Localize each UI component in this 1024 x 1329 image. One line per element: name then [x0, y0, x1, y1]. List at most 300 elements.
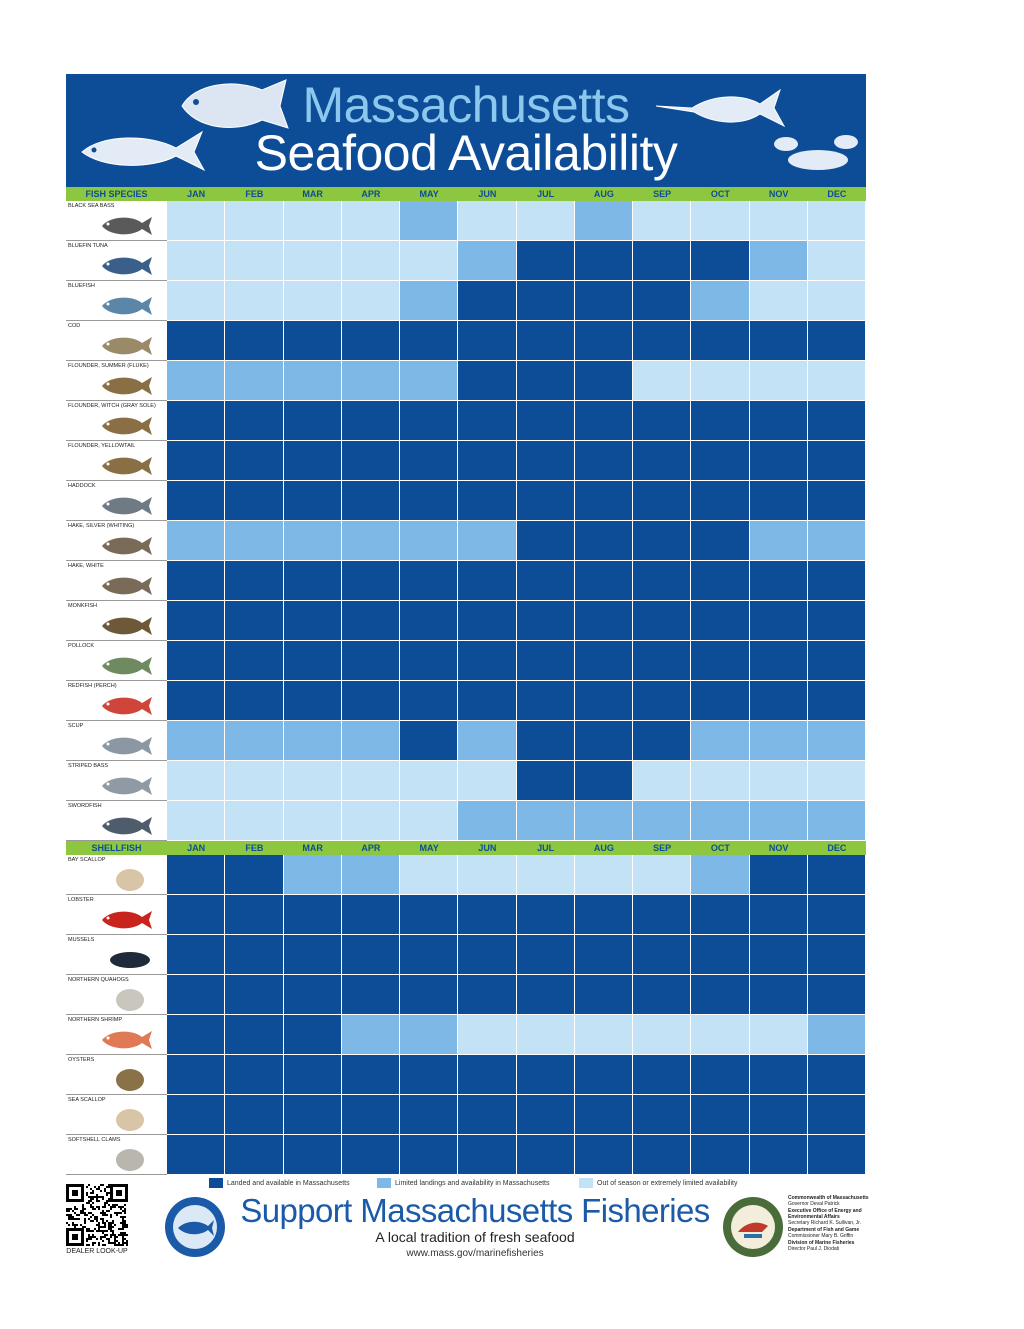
- availability-cell: [167, 361, 225, 401]
- availability-cell: [342, 761, 400, 801]
- species-name: SWORDFISH: [68, 803, 102, 809]
- availability-cell: [575, 481, 633, 521]
- availability-cell: [633, 601, 691, 641]
- bluefish-icon: [96, 293, 156, 319]
- availability-cell: [342, 1015, 400, 1055]
- availability-cell: [750, 1015, 808, 1055]
- species-label: [66, 935, 167, 975]
- availability-cell: [517, 361, 575, 401]
- availability-cell: [517, 895, 575, 935]
- availability-cell: [167, 281, 225, 321]
- availability-cell: [400, 761, 458, 801]
- availability-cell: [225, 975, 283, 1015]
- availability-cell: [167, 855, 225, 895]
- availability-cell: [284, 361, 342, 401]
- availability-cell: [575, 975, 633, 1015]
- availability-cell: [633, 1095, 691, 1135]
- availability-cell: [284, 681, 342, 721]
- availability-cell: [808, 561, 866, 601]
- availability-cell: [342, 361, 400, 401]
- availability-cell: [517, 281, 575, 321]
- species-name: SEA SCALLOP: [68, 1097, 106, 1103]
- availability-cell: [633, 721, 691, 761]
- monkfish-icon: [96, 613, 156, 639]
- availability-cell: [284, 521, 342, 561]
- legend-label: Limited landings and availability in Massachusetts: [395, 1180, 550, 1187]
- availability-cell: [750, 321, 808, 361]
- availability-cell: [167, 935, 225, 975]
- availability-cell: [167, 761, 225, 801]
- species-row: [66, 361, 866, 401]
- availability-cell: [400, 681, 458, 721]
- species-label: [66, 441, 167, 481]
- species-picture: [96, 613, 156, 644]
- availability-cell: [691, 935, 749, 975]
- availability-cell: [750, 1055, 808, 1095]
- section-header: [66, 187, 866, 201]
- species-picture: [96, 1067, 156, 1098]
- availability-cell: [342, 601, 400, 641]
- species-picture: [96, 867, 156, 898]
- availability-cell: [517, 681, 575, 721]
- flounder-icon: [96, 413, 156, 439]
- availability-cell: [575, 935, 633, 975]
- availability-cell: [167, 681, 225, 721]
- species-label: [66, 361, 167, 401]
- species-picture: [96, 373, 156, 404]
- availability-cell: [458, 281, 516, 321]
- availability-cell: [342, 281, 400, 321]
- availability-cell: [458, 721, 516, 761]
- species-picture: [96, 987, 156, 1018]
- availability-cell: [691, 801, 749, 841]
- species-row: [66, 681, 866, 721]
- availability-cell: [225, 361, 283, 401]
- species-picture: [96, 693, 156, 724]
- availability-cell: [342, 521, 400, 561]
- species-row: [66, 441, 866, 481]
- legend-swatch: [209, 1178, 223, 1188]
- credit-org: Executive Office of Energy and Environmental Affairs: [788, 1208, 862, 1220]
- availability-cell: [400, 321, 458, 361]
- availability-cell: [284, 401, 342, 441]
- availability-cell: [750, 895, 808, 935]
- month-header: NOV: [768, 843, 789, 853]
- availability-cell: [400, 801, 458, 841]
- availability-cell: [575, 1015, 633, 1055]
- availability-cell: [575, 681, 633, 721]
- availability-cell: [342, 441, 400, 481]
- availability-cell: [458, 1135, 516, 1175]
- species-label: [66, 201, 167, 241]
- availability-cell: [284, 761, 342, 801]
- availability-cell: [517, 1095, 575, 1135]
- species-label: [66, 761, 167, 801]
- availability-cell: [167, 321, 225, 361]
- availability-cell: [342, 321, 400, 361]
- availability-cell: [342, 855, 400, 895]
- availability-cell: [517, 401, 575, 441]
- availability-cell: [400, 895, 458, 935]
- species-name: NORTHERN SHRIMP: [68, 1017, 122, 1023]
- availability-cell: [458, 521, 516, 561]
- credit-org: Department of Fish and Game: [788, 1227, 860, 1233]
- availability-cell: [691, 401, 749, 441]
- species-row: [66, 561, 866, 601]
- credit-org: Commonwealth of Massachusetts: [788, 1195, 869, 1201]
- availability-cell: [458, 241, 516, 281]
- species-name: FLOUNDER, YELLOWTAIL: [68, 443, 136, 449]
- month-header: DEC: [827, 843, 847, 853]
- availability-cell: [458, 1095, 516, 1135]
- availability-cell: [342, 681, 400, 721]
- availability-cell: [633, 1015, 691, 1055]
- credit-person: Secretary Richard K. Sullivan, Jr.: [788, 1220, 862, 1226]
- availability-cell: [633, 975, 691, 1015]
- availability-cell: [517, 601, 575, 641]
- scup-icon: [96, 733, 156, 759]
- species-name: COD: [68, 323, 81, 329]
- species-label: [66, 1095, 167, 1135]
- availability-cell: [808, 681, 866, 721]
- species-label: [66, 721, 167, 761]
- availability-cell: [400, 641, 458, 681]
- availability-cell: [633, 241, 691, 281]
- species-label: [66, 481, 167, 521]
- cod-icon: [96, 333, 156, 359]
- month-header: OCT: [710, 843, 730, 853]
- availability-cell: [458, 441, 516, 481]
- month-header: AUG: [593, 843, 614, 853]
- availability-cell: [342, 895, 400, 935]
- species-name: OYSTERS: [68, 1057, 95, 1063]
- species-row: [66, 935, 866, 975]
- availability-cell: [633, 561, 691, 601]
- month-header: DEC: [827, 189, 847, 199]
- availability-cell: [691, 975, 749, 1015]
- availability-cell: [400, 281, 458, 321]
- availability-cell: [458, 481, 516, 521]
- redfish-icon: [96, 693, 156, 719]
- availability-cell: [342, 641, 400, 681]
- availability-cell: [517, 441, 575, 481]
- species-name: NORTHERN QUAHOGS: [68, 977, 129, 983]
- availability-cell: [633, 935, 691, 975]
- availability-cell: [458, 975, 516, 1015]
- availability-cell: [167, 481, 225, 521]
- species-name: SOFTSHELL CLAMS: [68, 1137, 121, 1143]
- species-name: BAY SCALLOP: [68, 857, 106, 863]
- scallop-icon: [96, 1107, 156, 1133]
- availability-cell: [808, 1055, 866, 1095]
- species-row: [66, 895, 866, 935]
- availability-cell: [808, 721, 866, 761]
- title-line-1: Massachusetts: [302, 77, 630, 133]
- availability-cell: [808, 935, 866, 975]
- availability-cell: [225, 481, 283, 521]
- availability-cell: [400, 1055, 458, 1095]
- availability-cell: [691, 321, 749, 361]
- availability-cell: [691, 761, 749, 801]
- availability-cell: [167, 1015, 225, 1055]
- availability-cell: [575, 561, 633, 601]
- availability-cell: [342, 201, 400, 241]
- availability-cell: [458, 561, 516, 601]
- haddock-icon: [96, 493, 156, 519]
- availability-cell: [225, 321, 283, 361]
- availability-cell: [575, 895, 633, 935]
- availability-cell: [284, 481, 342, 521]
- species-picture: [96, 1107, 156, 1138]
- availability-cell: [400, 201, 458, 241]
- availability-cell: [808, 201, 866, 241]
- availability-cell: [750, 935, 808, 975]
- availability-cell: [808, 521, 866, 561]
- availability-cell: [284, 1135, 342, 1175]
- legend-item: [377, 1178, 549, 1190]
- species-name: FLOUNDER, WITCH (GRAY SOLE): [68, 403, 156, 409]
- availability-cell: [633, 1055, 691, 1095]
- month-header: APR: [361, 189, 381, 199]
- availability-cell: [400, 441, 458, 481]
- availability-cell: [400, 1095, 458, 1135]
- species-label: [66, 641, 167, 681]
- hake-icon: [96, 573, 156, 599]
- sea-bass-icon: [96, 213, 156, 239]
- availability-cell: [633, 201, 691, 241]
- species-row: [66, 521, 866, 561]
- legend-swatch: [377, 1178, 391, 1188]
- availability-cell: [575, 321, 633, 361]
- availability-cell: [575, 801, 633, 841]
- availability-cell: [691, 281, 749, 321]
- availability-cell: [225, 935, 283, 975]
- availability-cell: [400, 401, 458, 441]
- availability-cell: [225, 561, 283, 601]
- availability-cell: [225, 1015, 283, 1055]
- species-row: [66, 1135, 866, 1175]
- species-name: FLOUNDER, SUMMER (FLUKE): [68, 363, 149, 369]
- species-row: [66, 201, 866, 241]
- availability-cell: [400, 361, 458, 401]
- month-header: SEP: [653, 189, 672, 199]
- availability-cell: [575, 521, 633, 561]
- availability-cell: [691, 681, 749, 721]
- species-label: [66, 401, 167, 441]
- availability-cell: [225, 1135, 283, 1175]
- availability-cell: [517, 1055, 575, 1095]
- species-label: [66, 895, 167, 935]
- credit-person: Commissioner Mary B. Griffin: [788, 1233, 854, 1239]
- species-name: STRIPED BASS: [68, 763, 109, 769]
- availability-cell: [225, 681, 283, 721]
- availability-cell: [808, 321, 866, 361]
- availability-cell: [284, 561, 342, 601]
- species-row: [66, 241, 866, 281]
- availability-cell: [458, 761, 516, 801]
- species-name: MONKFISH: [68, 603, 98, 609]
- availability-cell: [575, 361, 633, 401]
- availability-cell: [750, 561, 808, 601]
- species-label: [66, 561, 167, 601]
- availability-cell: [458, 895, 516, 935]
- availability-cell: [342, 1095, 400, 1135]
- availability-cell: [575, 641, 633, 681]
- availability-cell: [750, 1095, 808, 1135]
- availability-cell: [225, 201, 283, 241]
- availability-cell: [750, 801, 808, 841]
- availability-cell: [750, 1135, 808, 1175]
- species-row: [66, 721, 866, 761]
- availability-cell: [575, 761, 633, 801]
- availability-cell: [167, 241, 225, 281]
- qr-code-icon: [66, 1184, 128, 1246]
- species-picture: [96, 1027, 156, 1058]
- month-header: MAR: [302, 189, 323, 199]
- availability-cell: [633, 481, 691, 521]
- availability-cell: [225, 601, 283, 641]
- availability-cell: [167, 721, 225, 761]
- availability-cell: [517, 641, 575, 681]
- availability-cell: [633, 321, 691, 361]
- species-label: [66, 681, 167, 721]
- species-label: [66, 281, 167, 321]
- availability-cell: [167, 561, 225, 601]
- availability-cell: [225, 1055, 283, 1095]
- legend-item: [209, 1178, 350, 1190]
- species-label: [66, 801, 167, 841]
- species-label: [66, 321, 167, 361]
- species-picture: [96, 453, 156, 484]
- availability-cell: [750, 441, 808, 481]
- species-picture: [96, 947, 156, 978]
- availability-cell: [750, 601, 808, 641]
- credits: [788, 1194, 888, 1252]
- species-row: [66, 1015, 866, 1055]
- availability-cell: [458, 855, 516, 895]
- website-url[interactable]: www.mass.gov/marinefisheries: [406, 1248, 544, 1259]
- availability-cell: [167, 1135, 225, 1175]
- month-header: JAN: [187, 843, 206, 853]
- clam-icon: [96, 1147, 156, 1173]
- availability-cell: [400, 721, 458, 761]
- species-row: [66, 855, 866, 895]
- species-row: [66, 801, 866, 841]
- availability-cell: [691, 1135, 749, 1175]
- availability-cell: [691, 1055, 749, 1095]
- availability-cell: [400, 481, 458, 521]
- credit-person: Governor Deval Patrick: [788, 1201, 840, 1207]
- credit-org: Division of Marine Fisheries: [788, 1240, 855, 1246]
- availability-cell: [575, 241, 633, 281]
- month-header: APR: [361, 843, 381, 853]
- species-label: [66, 521, 167, 561]
- availability-cell: [284, 935, 342, 975]
- availability-cell: [225, 401, 283, 441]
- availability-cell: [284, 721, 342, 761]
- species-name: BLUEFISH: [68, 283, 95, 289]
- availability-cell: [517, 801, 575, 841]
- availability-cell: [633, 681, 691, 721]
- availability-cell: [808, 361, 866, 401]
- mussel-icon: [96, 947, 156, 973]
- availability-cell: [750, 855, 808, 895]
- availability-cell: [750, 481, 808, 521]
- availability-cell: [517, 855, 575, 895]
- availability-cell: [167, 441, 225, 481]
- flounder-icon: [96, 453, 156, 479]
- availability-cell: [808, 895, 866, 935]
- species-label: [66, 1055, 167, 1095]
- availability-cell: [225, 441, 283, 481]
- availability-cell: [167, 401, 225, 441]
- month-header: OCT: [710, 189, 730, 199]
- availability-cell: [691, 561, 749, 601]
- month-header: NOV: [768, 189, 789, 199]
- availability-cell: [808, 1015, 866, 1055]
- availability-cell: [225, 241, 283, 281]
- availability-cell: [575, 401, 633, 441]
- availability-cell: [517, 241, 575, 281]
- species-label: [66, 1015, 167, 1055]
- legend-label: Out of season or extremely limited availability: [597, 1180, 738, 1187]
- availability-cell: [808, 641, 866, 681]
- availability-cell: [691, 1095, 749, 1135]
- availability-cell: [750, 361, 808, 401]
- availability-cell: [517, 975, 575, 1015]
- species-row: [66, 401, 866, 441]
- section-title: FISH SPECIES: [85, 189, 148, 199]
- availability-cell: [284, 1095, 342, 1135]
- month-header: MAY: [419, 843, 439, 853]
- availability-cell: [691, 1015, 749, 1055]
- availability-cell: [284, 441, 342, 481]
- availability-cell: [691, 895, 749, 935]
- availability-cell: [458, 681, 516, 721]
- marine-fisheries-seal-icon: [164, 1196, 226, 1258]
- tuna-icon: [96, 253, 156, 279]
- species-picture: [96, 733, 156, 764]
- species-picture: [96, 773, 156, 804]
- availability-cell: [808, 241, 866, 281]
- species-row: [66, 481, 866, 521]
- oyster-icon: [96, 1067, 156, 1093]
- species-picture: [96, 533, 156, 564]
- availability-cell: [400, 1015, 458, 1055]
- availability-cell: [808, 761, 866, 801]
- species-row: [66, 975, 866, 1015]
- availability-cell: [284, 201, 342, 241]
- species-label: [66, 975, 167, 1015]
- availability-cell: [750, 281, 808, 321]
- availability-cell: [225, 521, 283, 561]
- species-name: BLACK SEA BASS: [68, 203, 115, 209]
- availability-cell: [284, 1015, 342, 1055]
- species-row: [66, 1095, 866, 1135]
- availability-cell: [225, 641, 283, 681]
- availability-cell: [691, 601, 749, 641]
- availability-cell: [284, 321, 342, 361]
- availability-cell: [691, 521, 749, 561]
- species-row: [66, 641, 866, 681]
- availability-cell: [458, 1015, 516, 1055]
- availability-cell: [458, 361, 516, 401]
- availability-cell: [284, 281, 342, 321]
- species-name: HAKE, WHITE: [68, 563, 104, 569]
- striped-bass-icon: [96, 773, 156, 799]
- availability-cell: [284, 855, 342, 895]
- month-header: FEB: [245, 843, 264, 853]
